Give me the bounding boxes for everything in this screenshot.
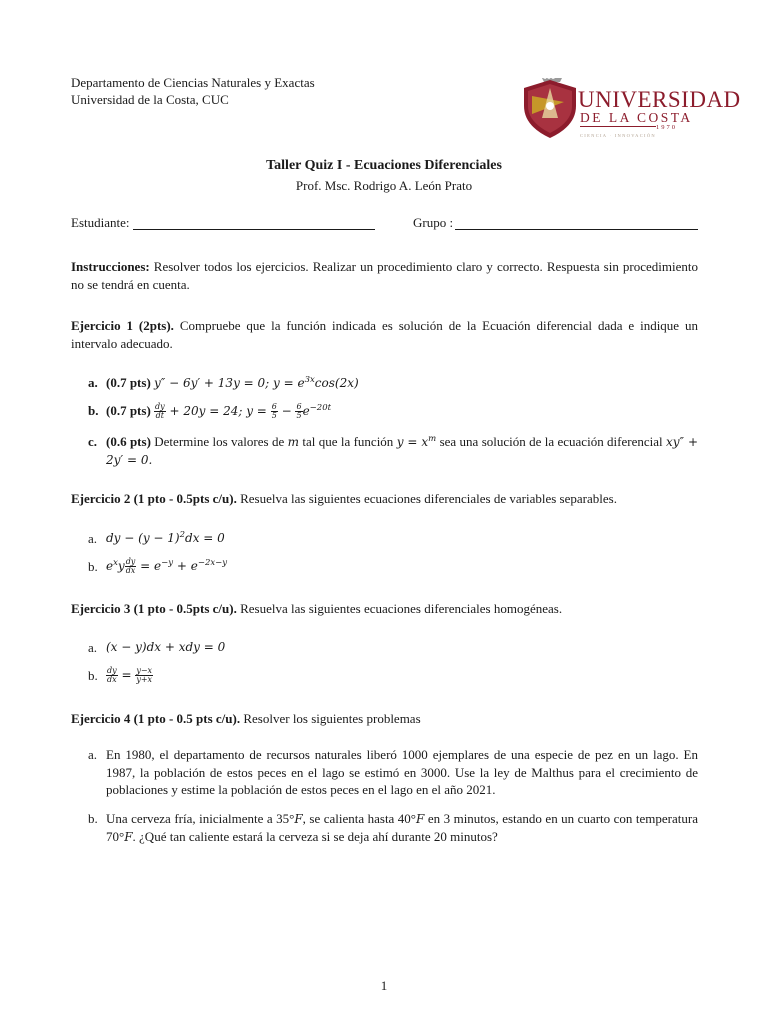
instructions	[71, 258, 698, 293]
exercise-3-heading	[71, 600, 698, 618]
logo-subtitle: DE LA COSTA	[580, 110, 693, 125]
item-letter: a.	[88, 531, 98, 546]
item-text: tal que la función	[298, 434, 397, 449]
math-var: F	[416, 812, 425, 826]
item-text: en 3 minutos, estando en un cuarto con temperatura 70°	[106, 811, 698, 844]
exercise-2-label: Ejercicio 2 (1 pto - 0.5pts c/u).	[71, 491, 237, 506]
item-letter: b.	[88, 668, 98, 683]
equation-3a: (x − y)dx + xdy = 0	[106, 640, 226, 654]
item-points: (0.7 pts)	[106, 403, 151, 418]
exercise-1-text: Compruebe que la función indicada es solución de la Ecuación diferencial dada e indique un intervalo adecuado.	[71, 318, 698, 351]
exercise-3-text: Resuelva las siguientes ecuaciones diferenciales homogéneas.	[236, 601, 563, 616]
item-letter: b.	[88, 403, 99, 418]
item-text: . ¿Qué tan caliente estará la cerveza si se deja ahí durante 20 minutos?	[132, 828, 498, 844]
professor-name: Prof. Msc. Rodrigo A. León Prato	[295, 177, 473, 193]
equation-2b: $e^xy$ $\frac{dy}{dx}$ = $e^{-y} + e^{-2x-y}$	[106, 557, 228, 575]
logo-year: 1970	[656, 124, 677, 131]
instructions-text: Resolver todos los ejercicios. Realizar un procedimiento claro y correcto. Respuesta sin procedimiento no se tendrá en cuenta.	[71, 259, 698, 292]
item-letter: a.	[88, 747, 98, 762]
exercise-4-text: Resolver los siguientes problemas	[240, 711, 421, 726]
department-name: Departamento de Ciencias Naturales y Exactas	[71, 75, 315, 90]
item-text: Una cerveza fría, inicialmente a 35°	[106, 811, 295, 826]
item-points: (0.7 pts)	[106, 375, 151, 390]
logo-badge: CUC	[543, 75, 556, 81]
logo-divider	[580, 126, 656, 127]
math-var: m	[287, 435, 299, 449]
item-text: , se calienta hasta 40°	[302, 811, 417, 826]
item-letter: c.	[88, 434, 98, 449]
item-points: (0.6 pts)	[106, 434, 151, 449]
university-name: Universidad de la Costa, CUC	[71, 92, 229, 108]
equation-1a: y″ − 6y′ + 13y = 0; $y = e^{3x}\cos(2x)$	[154, 375, 359, 390]
group-label: Grupo :	[413, 215, 454, 230]
exercise-3-label: Ejercicio 3 (1 pto - 0.5pts c/u).	[71, 601, 237, 616]
item-letter: a.	[88, 640, 98, 655]
item-letter: b.	[88, 559, 98, 574]
exercise-2-heading	[71, 490, 698, 508]
equation-1b: $\frac{dy}{dt}$ + 20y = 24; y = $\frac{6}{5}$ − $\frac{6}{5}$ $e^{-20t}$	[155, 402, 332, 420]
exercise-4-label: Ejercicio 4 (1 pto - 0.5 pts c/u).	[71, 711, 241, 726]
university-logo	[520, 68, 741, 140]
item-letter: b.	[88, 811, 98, 826]
exercise-1-heading	[71, 317, 698, 352]
student-group-fields	[71, 214, 698, 232]
instructions-label: Instrucciones:	[71, 259, 150, 274]
page-title: Taller Quiz I - Ecuaciones Diferenciales	[266, 158, 502, 173]
equation-2a: dy − $(y - 1)^2dx = 0$	[106, 530, 225, 545]
header-institution	[71, 74, 315, 109]
student-name-line[interactable]	[133, 229, 375, 230]
equation-1c-function: $y = x^m$	[396, 434, 437, 449]
page-number: 1	[380, 978, 388, 993]
exercise-4-heading	[71, 710, 698, 728]
group-line[interactable]	[455, 229, 698, 230]
logo-wordmark: UNIVERSIDAD	[578, 87, 741, 112]
logo-tagline: CIENCIA · INNOVACIÓN	[580, 133, 656, 138]
student-label: Estudiante:	[71, 215, 130, 230]
item-text: Determine los valores de	[150, 434, 288, 449]
problem-4b-text	[106, 810, 698, 845]
math-var: F	[294, 812, 303, 826]
problem-4a-text: En 1980, el departamento de recursos naturales liberó 1000 ejemplares de una especie de pez en un lago. En 1987, la población de estos peces en el lago se estimó en 3000. Use la ley de Malthus para el crecimiento de poblaciones y estime la población de estos peces en el lago en el año 2021.	[106, 747, 698, 798]
title-block	[0, 157, 768, 194]
item-letter: a.	[88, 375, 98, 390]
equation-3b: $\frac{dy}{dx}$ = $\frac{y-x}{y+x}$	[107, 666, 153, 684]
exercise-1-label: Ejercicio 1 (2pts).	[71, 318, 174, 333]
item-text: sea una solución de la ecuación diferencial	[436, 434, 666, 449]
exercise-2-text: Resuelva las siguientes ecuaciones diferenciales de variables separables.	[236, 491, 617, 506]
equation-1c: xy″ + 2y′ = 0.	[106, 435, 699, 467]
math-var: F	[124, 829, 133, 844]
